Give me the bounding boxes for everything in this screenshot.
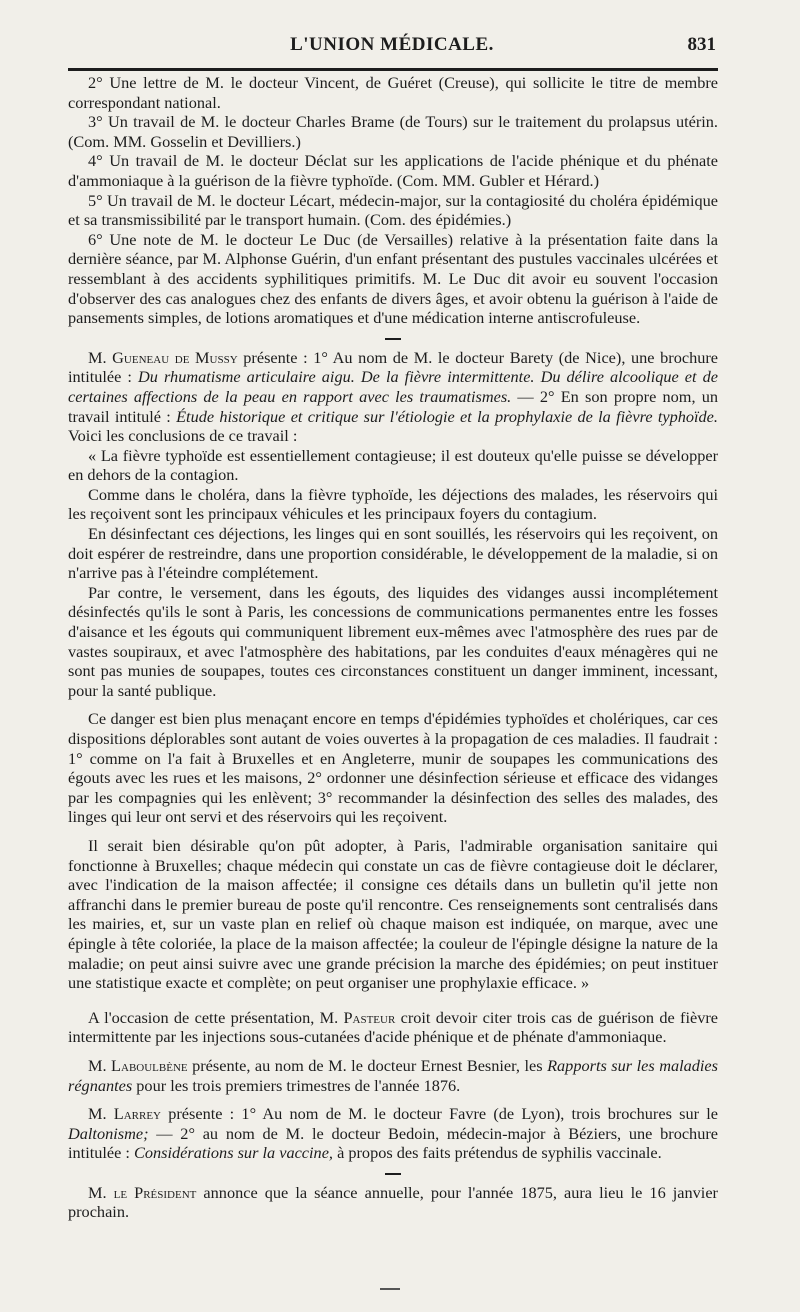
list-item: 5° Un travail de M. le docteur Lécart, médecin-major, sur la contagiosité du choléra épidémique et sa transmissibilité par le transport humain. (Com. des épidémies.) (68, 190, 718, 230)
paragraph-laboulbene: M. Laboulbène présente, au nom de M. le docteur Ernest Besnier, les Rapports sur les maladies régnantes pour les trois premiers trimestres de l'année 1876. (68, 1055, 718, 1095)
paragraph-gueneau: M. Gueneau de Mussy présente : 1° Au nom de M. le docteur Barety (de Nice), une brochure intitulée : Du rhumatisme articulaire aigu. De la fièvre intermittente. Du délire alcoolique et de certaines affections de la peau en rapport avec les traumatismes. — 2° En son propre nom, un travail intitulé : Étude historique et critique sur l'étiologie et la prophylaxie de la fièvre typhoïde. Voici les conclusions de ce travail : (68, 347, 718, 446)
speaker-name: M. Laboulbène (88, 1055, 188, 1075)
title-italic: Daltonisme; (68, 1123, 149, 1143)
title-italic: Considérations sur la vaccine, (134, 1143, 333, 1163)
page-body (68, 73, 718, 1222)
journal-title: L'UNION MÉDICALE. (290, 34, 494, 55)
page-number: 831 (687, 34, 716, 55)
title-italic: Étude historique et critique sur l'étiologie et la prophylaxie de la fièvre typhoïde. (176, 406, 718, 426)
paragraph-larrey: M. Larrey présente : 1° Au nom de M. le docteur Favre (de Lyon), trois brochures sur le Daltonisme; — 2° au nom de M. le docteur Bedoin, médecin-major à Béziers, une brochure intitulée : Considérations sur la vaccine, à propos des faits prétendus de syphilis vaccinale. (68, 1104, 719, 1163)
quote-paragraph: Il serait bien désirable qu'on pût adopter, à Paris, l'admirable organisation sanitaire qui fonctionne à Bruxelles; chaque médecin qui constate un cas de fièvre contagieuse doit le déclarer, avec l'indication de la maison affectée; il consigne ces détails dans un bulletin qu'il jette non affranchi dans le premier bureau de poste qu'il rencontre. Ces renseignements sont centralisés dans les mairies, et, sur un vaste plan en relief où chaque maison est indiquée, on marque, avec une épingle à tête coloriée, la place de la maison affectée; la couleur de l'épingle désigne la nature de la maladie; on peut ainsi suivre avec une grande précision la marche des épidémies; on peut instituer une statistique exacte et complète; on peut organiser une prophylaxie efficace. » (68, 835, 718, 993)
running-header (68, 28, 716, 66)
section-separator (385, 1173, 401, 1175)
quote-paragraph: Ce danger est bien plus menaçant encore en temps d'épidémies typhoïdes et cholériques, car ces dispositions déplorables sont autant de voies ouvertes à la propagation de ces maladies. Il faudrait : 1° comme on l'a fait à Bruxelles et en Angleterre, munir de soupapes les communications des égouts avec les rues et les maisons, 2° ordonner une désinfection sérieuse et efficace des vidanges par les compagnies qui les enlèvent; 3° recommander la désinfection des selles des malades, des linges qui leur ont servi et des réservoirs qui les reçoivent. (68, 709, 718, 827)
title-italic: Du rhumatisme articulaire aigu. De la fièvre intermittente. Du délire alcoolique et de certaines affections de la peau en rapport avec les traumatismes. (68, 367, 718, 406)
paragraph-president: M. le Président annonce que la séance annuelle, pour l'année 1875, aura lieu le 16 janvier prochain. (68, 1182, 718, 1222)
title-italic: Rapports sur les maladies régnantes (68, 1055, 718, 1095)
speaker-name: M. le Président (88, 1182, 197, 1202)
list-item: 6° Une note de M. le docteur Le Duc (de Versailles) relative à la présentation faite dans la dernière séance, par M. Alphonse Guérin, d'un enfant présentant des pustules vaccinales ulcérées et ressemblant à des accidents syphilitiques primitifs. M. Le Duc dit avoir eu souvent l'occasion d'observer des cas analogues chez des enfants de divers âges, et avoir obtenu la guérison à l'aide de pansements simples, de lotions aromatiques et d'une médication interne antiscrofuleuse. (68, 229, 718, 328)
list-item: 4° Un travail de M. le docteur Déclat sur les applications de l'acide phénique et du phénate d'ammoniaque à la guérison de la fièvre typhoïde. (Com. MM. Gubler et Hérard.) (68, 151, 718, 190)
paragraph-pasteur: A l'occasion de cette présentation, M. Pasteur croit devoir citer trois cas de guérison de fièvre intermittente par les injections sous-cutanées d'acide phénique et de phénate d'ammoniaque. (68, 1007, 718, 1047)
list-item: 2° Une lettre de M. le docteur Vincent, de Guéret (Creuse), qui sollicite le titre de membre correspondant national. (68, 73, 718, 112)
end-rule (380, 1288, 400, 1290)
header-rule (68, 68, 718, 71)
section-separator (385, 338, 401, 340)
quote-paragraph: En désinfectant ces déjections, les linges qui en sont souillés, les réservoirs qui les reçoivent, on doit espérer de restreindre, dans une proportion considérable, le développement de la maladie, si on n'arrive pas à l'éteindre complétement. (68, 524, 718, 583)
speaker-name: M. Pasteur (319, 1007, 396, 1027)
speaker-name: M. Gueneau de Mussy (88, 347, 238, 367)
quote-paragraph: Par contre, le versement, dans les égouts, des liquides des vidanges aussi incomplétement désinfectés qu'ils le sont à Paris, les concessions de communications permanentes entre les fosses d'aisance et les égouts qui communiquent librement eux-mêmes avec l'atmosphère des rues par de vastes soupiraux, et avec l'atmosphère des habitations, par les conduites d'eaux ménagères qui ne sont pas munies de soupapes, toutes ces circonstances constituent un danger imminent, incessant, pour la santé publique. (68, 582, 718, 700)
speaker-name: M. Larrey (88, 1104, 161, 1124)
list-item: 3° Un travail de M. le docteur Charles Brame (de Tours) sur le traitement du prolapsus utérin. (Com. MM. Gosselin et Devilliers.) (68, 112, 718, 151)
quote-paragraph: Comme dans le choléra, dans la fièvre typhoïde, les déjections des malades, les réservoirs qui les reçoivent sont les principaux véhicules et les principaux foyers du contagium. (68, 484, 718, 524)
quote-paragraph: « La fièvre typhoïde est essentiellement contagieuse; il est douteux qu'elle puisse se développer en dehors de la contagion. (68, 445, 718, 485)
